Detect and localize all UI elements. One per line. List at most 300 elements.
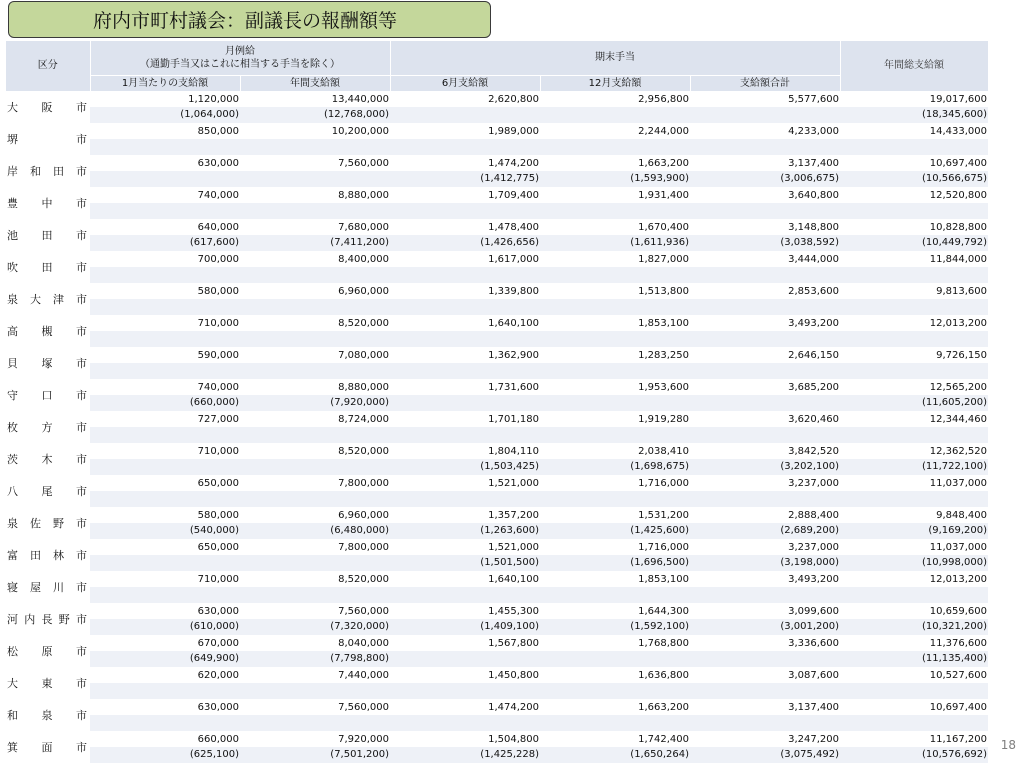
cell-value: 1,455,300 xyxy=(390,603,540,619)
city-name: 高槻市 xyxy=(6,315,90,347)
cell-value-parenthetical: (1,064,000) xyxy=(90,107,240,123)
cell-value-parenthetical: (11,722,100) xyxy=(840,459,988,475)
cell-value: 740,000 xyxy=(90,187,240,203)
cell-value-parenthetical xyxy=(540,203,690,219)
cell-value-parenthetical xyxy=(390,267,540,283)
cell-value: 1,531,200 xyxy=(540,507,690,523)
cell-value-parenthetical xyxy=(540,299,690,315)
cell-value: 10,828,800 xyxy=(840,219,988,235)
cell-value-parenthetical xyxy=(540,395,690,411)
cell-value-parenthetical xyxy=(840,427,988,443)
cell-value: 1,701,180 xyxy=(390,411,540,427)
city-name: 和泉市 xyxy=(6,699,90,731)
cell-value-parenthetical xyxy=(840,331,988,347)
cell-value-parenthetical xyxy=(840,491,988,507)
cell-value: 1,931,400 xyxy=(540,187,690,203)
cell-value: 1,283,250 xyxy=(540,347,690,363)
table-row xyxy=(6,187,988,203)
cell-value: 710,000 xyxy=(90,443,240,459)
cell-value-parenthetical xyxy=(390,427,540,443)
cell-value-parenthetical xyxy=(690,491,840,507)
table-row-sub xyxy=(6,555,988,571)
cell-value-parenthetical: (1,425,600) xyxy=(540,523,690,539)
cell-value-parenthetical xyxy=(240,715,390,731)
cell-value-parenthetical xyxy=(390,203,540,219)
table-row xyxy=(6,123,988,139)
table-row-sub xyxy=(6,747,988,763)
slide-title: 府内市町村議会：副議長の報酬額等 xyxy=(8,1,491,38)
cell-value: 3,620,460 xyxy=(690,411,840,427)
cell-value: 12,362,520 xyxy=(840,443,988,459)
cell-value-parenthetical xyxy=(390,299,540,315)
header-monthly-group-line1: 月例給 xyxy=(225,45,255,57)
cell-value-parenthetical: (1,650,264) xyxy=(540,747,690,763)
cell-value-parenthetical xyxy=(540,587,690,603)
page-number: 18 xyxy=(1000,738,1016,752)
cell-value-parenthetical: (7,320,000) xyxy=(240,619,390,635)
header-annual-pay: 年間支給額 xyxy=(240,75,390,91)
cell-value-parenthetical xyxy=(690,299,840,315)
header-bonus-group: 期末手当 xyxy=(390,41,840,75)
cell-value: 1,478,400 xyxy=(390,219,540,235)
city-name: 吹田市 xyxy=(6,251,90,283)
cell-value: 1,919,280 xyxy=(540,411,690,427)
cell-value-parenthetical xyxy=(690,139,840,155)
cell-value-parenthetical xyxy=(540,715,690,731)
cell-value: 3,148,800 xyxy=(690,219,840,235)
table-row xyxy=(6,635,988,651)
cell-value: 3,099,600 xyxy=(690,603,840,619)
city-name: 河内長野市 xyxy=(6,603,90,635)
cell-value: 7,920,000 xyxy=(240,731,390,747)
cell-value: 1,853,100 xyxy=(540,315,690,331)
cell-value: 6,960,000 xyxy=(240,283,390,299)
cell-value: 700,000 xyxy=(90,251,240,267)
table-body xyxy=(6,91,988,763)
cell-value-parenthetical xyxy=(390,107,540,123)
cell-value: 3,237,000 xyxy=(690,539,840,555)
cell-value: 1,670,400 xyxy=(540,219,690,235)
cell-value-parenthetical xyxy=(90,171,240,187)
cell-value-parenthetical xyxy=(690,331,840,347)
cell-value: 3,336,600 xyxy=(690,635,840,651)
cell-value: 630,000 xyxy=(90,603,240,619)
cell-value-parenthetical xyxy=(240,683,390,699)
cell-value-parenthetical xyxy=(90,427,240,443)
cell-value-parenthetical xyxy=(390,683,540,699)
cell-value: 1,989,000 xyxy=(390,123,540,139)
cell-value-parenthetical xyxy=(690,715,840,731)
cell-value: 8,724,000 xyxy=(240,411,390,427)
cell-value-parenthetical: (540,000) xyxy=(90,523,240,539)
city-name: 泉佐野市 xyxy=(6,507,90,539)
cell-value-parenthetical: (649,900) xyxy=(90,651,240,667)
cell-value-parenthetical xyxy=(840,299,988,315)
cell-value: 6,960,000 xyxy=(240,507,390,523)
cell-value-parenthetical: (6,480,000) xyxy=(240,523,390,539)
cell-value: 1,504,800 xyxy=(390,731,540,747)
cell-value-parenthetical xyxy=(90,139,240,155)
cell-value-parenthetical: (617,600) xyxy=(90,235,240,251)
cell-value: 1,474,200 xyxy=(390,155,540,171)
cell-value: 1,617,000 xyxy=(390,251,540,267)
cell-value: 1,636,800 xyxy=(540,667,690,683)
city-name: 枚方市 xyxy=(6,411,90,443)
cell-value-parenthetical xyxy=(540,651,690,667)
cell-value-parenthetical xyxy=(90,363,240,379)
table-row xyxy=(6,443,988,459)
cell-value: 10,697,400 xyxy=(840,699,988,715)
cell-value: 1,339,800 xyxy=(390,283,540,299)
table-row xyxy=(6,603,988,619)
cell-value: 8,520,000 xyxy=(240,315,390,331)
cell-value-parenthetical xyxy=(690,427,840,443)
cell-value: 2,244,000 xyxy=(540,123,690,139)
cell-value: 727,000 xyxy=(90,411,240,427)
table-row-sub xyxy=(6,395,988,411)
cell-value: 9,813,600 xyxy=(840,283,988,299)
cell-value: 8,400,000 xyxy=(240,251,390,267)
table-row xyxy=(6,539,988,555)
cell-value-parenthetical xyxy=(240,587,390,603)
cell-value: 3,237,000 xyxy=(690,475,840,491)
table-row xyxy=(6,251,988,267)
cell-value: 1,640,100 xyxy=(390,571,540,587)
cell-value: 7,680,000 xyxy=(240,219,390,235)
cell-value-parenthetical: (11,605,200) xyxy=(840,395,988,411)
cell-value-parenthetical xyxy=(690,107,840,123)
table-row xyxy=(6,475,988,491)
cell-value-parenthetical: (10,449,792) xyxy=(840,235,988,251)
cell-value: 590,000 xyxy=(90,347,240,363)
cell-value: 850,000 xyxy=(90,123,240,139)
table-row-sub xyxy=(6,715,988,731)
cell-value-parenthetical xyxy=(90,491,240,507)
cell-value: 3,444,000 xyxy=(690,251,840,267)
cell-value-parenthetical xyxy=(390,651,540,667)
cell-value-parenthetical xyxy=(90,459,240,475)
cell-value: 2,038,410 xyxy=(540,443,690,459)
cell-value: 12,520,800 xyxy=(840,187,988,203)
cell-value-parenthetical: (3,202,100) xyxy=(690,459,840,475)
table-row xyxy=(6,731,988,747)
cell-value-parenthetical: (10,576,692) xyxy=(840,747,988,763)
cell-value-parenthetical: (7,501,200) xyxy=(240,747,390,763)
cell-value: 11,376,600 xyxy=(840,635,988,651)
header-monthly-per: 1月当たりの支給額 xyxy=(90,75,240,91)
cell-value: 11,844,000 xyxy=(840,251,988,267)
city-name: 池田市 xyxy=(6,219,90,251)
cell-value-parenthetical: (1,503,425) xyxy=(390,459,540,475)
cell-value-parenthetical: (3,075,492) xyxy=(690,747,840,763)
cell-value: 3,137,400 xyxy=(690,155,840,171)
cell-value-parenthetical xyxy=(240,171,390,187)
cell-value-parenthetical: (9,169,200) xyxy=(840,523,988,539)
cell-value: 1,953,600 xyxy=(540,379,690,395)
cell-value: 660,000 xyxy=(90,731,240,747)
cell-value-parenthetical xyxy=(240,427,390,443)
city-name: 松原市 xyxy=(6,635,90,667)
cell-value: 2,646,150 xyxy=(690,347,840,363)
table-row-sub xyxy=(6,459,988,475)
city-name: 八尾市 xyxy=(6,475,90,507)
cell-value-parenthetical xyxy=(690,587,840,603)
cell-value: 3,247,200 xyxy=(690,731,840,747)
cell-value-parenthetical xyxy=(90,683,240,699)
cell-value-parenthetical xyxy=(840,139,988,155)
cell-value: 10,697,400 xyxy=(840,155,988,171)
cell-value-parenthetical xyxy=(690,267,840,283)
cell-value-parenthetical xyxy=(690,203,840,219)
cell-value: 650,000 xyxy=(90,475,240,491)
cell-value: 1,521,000 xyxy=(390,539,540,555)
cell-value-parenthetical xyxy=(840,363,988,379)
cell-value-parenthetical: (1,611,936) xyxy=(540,235,690,251)
cell-value-parenthetical: (10,566,675) xyxy=(840,171,988,187)
cell-value: 2,956,800 xyxy=(540,91,690,107)
table-row-sub xyxy=(6,299,988,315)
city-name: 富田林市 xyxy=(6,539,90,571)
cell-value-parenthetical: (1,592,100) xyxy=(540,619,690,635)
header-annual-total: 年間総支給額 xyxy=(840,41,988,91)
cell-value-parenthetical xyxy=(540,491,690,507)
table-row xyxy=(6,315,988,331)
cell-value: 1,362,900 xyxy=(390,347,540,363)
cell-value: 3,842,520 xyxy=(690,443,840,459)
cell-value-parenthetical xyxy=(240,267,390,283)
cell-value-parenthetical: (625,100) xyxy=(90,747,240,763)
cell-value-parenthetical xyxy=(390,715,540,731)
cell-value: 1,450,800 xyxy=(390,667,540,683)
cell-value: 580,000 xyxy=(90,283,240,299)
table-row-sub xyxy=(6,523,988,539)
cell-value: 10,659,600 xyxy=(840,603,988,619)
header-bonus-total: 支給額合計 xyxy=(690,75,840,91)
cell-value-parenthetical xyxy=(240,331,390,347)
cell-value-parenthetical: (7,798,800) xyxy=(240,651,390,667)
cell-value: 1,804,110 xyxy=(390,443,540,459)
cell-value: 2,888,400 xyxy=(690,507,840,523)
cell-value: 1,357,200 xyxy=(390,507,540,523)
cell-value-parenthetical: (3,001,200) xyxy=(690,619,840,635)
cell-value-parenthetical xyxy=(540,427,690,443)
cell-value: 710,000 xyxy=(90,571,240,587)
table-row-sub xyxy=(6,139,988,155)
table-row-sub xyxy=(6,331,988,347)
cell-value: 630,000 xyxy=(90,699,240,715)
cell-value: 1,742,400 xyxy=(540,731,690,747)
cell-value-parenthetical xyxy=(240,203,390,219)
table-row-sub xyxy=(6,363,988,379)
cell-value: 3,685,200 xyxy=(690,379,840,395)
header-june: 6月支給額 xyxy=(390,75,540,91)
cell-value-parenthetical xyxy=(840,715,988,731)
table-row-sub xyxy=(6,203,988,219)
cell-value-parenthetical: (1,698,675) xyxy=(540,459,690,475)
cell-value: 1,768,800 xyxy=(540,635,690,651)
cell-value: 640,000 xyxy=(90,219,240,235)
cell-value: 3,137,400 xyxy=(690,699,840,715)
table-row-sub xyxy=(6,171,988,187)
cell-value-parenthetical xyxy=(390,395,540,411)
cell-value: 1,521,000 xyxy=(390,475,540,491)
cell-value-parenthetical xyxy=(840,203,988,219)
cell-value: 11,037,000 xyxy=(840,475,988,491)
table-row xyxy=(6,155,988,171)
cell-value: 580,000 xyxy=(90,507,240,523)
city-name: 泉大津市 xyxy=(6,283,90,315)
city-name: 寝屋川市 xyxy=(6,571,90,603)
cell-value-parenthetical xyxy=(540,683,690,699)
cell-value: 12,013,200 xyxy=(840,571,988,587)
cell-value-parenthetical xyxy=(390,587,540,603)
cell-value: 1,640,100 xyxy=(390,315,540,331)
table-row xyxy=(6,699,988,715)
cell-value-parenthetical: (1,409,100) xyxy=(390,619,540,635)
cell-value-parenthetical xyxy=(240,299,390,315)
cell-value: 1,731,600 xyxy=(390,379,540,395)
table-row-sub xyxy=(6,491,988,507)
cell-value: 1,827,000 xyxy=(540,251,690,267)
header-monthly-group-line2: （通勤手当又はこれに相当する手当を除く） xyxy=(140,58,340,70)
cell-value: 11,167,200 xyxy=(840,731,988,747)
cell-value: 3,087,600 xyxy=(690,667,840,683)
table-row-sub xyxy=(6,235,988,251)
cell-value: 3,640,800 xyxy=(690,187,840,203)
cell-value: 1,120,000 xyxy=(90,91,240,107)
cell-value: 1,716,000 xyxy=(540,539,690,555)
cell-value: 10,527,600 xyxy=(840,667,988,683)
table-row-sub xyxy=(6,683,988,699)
cell-value: 4,233,000 xyxy=(690,123,840,139)
cell-value: 7,440,000 xyxy=(240,667,390,683)
cell-value-parenthetical xyxy=(90,331,240,347)
cell-value-parenthetical xyxy=(390,363,540,379)
cell-value: 7,560,000 xyxy=(240,699,390,715)
city-name: 茨木市 xyxy=(6,443,90,475)
cell-value: 12,013,200 xyxy=(840,315,988,331)
cell-value-parenthetical xyxy=(240,491,390,507)
cell-value: 1,716,000 xyxy=(540,475,690,491)
cell-value: 7,800,000 xyxy=(240,539,390,555)
cell-value-parenthetical: (10,998,000) xyxy=(840,555,988,571)
cell-value: 8,520,000 xyxy=(240,571,390,587)
table-row xyxy=(6,507,988,523)
city-name: 箕面市 xyxy=(6,731,90,763)
vice-chair-compensation-table xyxy=(6,41,989,764)
cell-value: 1,663,200 xyxy=(540,699,690,715)
table-row-sub xyxy=(6,427,988,443)
cell-value-parenthetical xyxy=(90,299,240,315)
cell-value: 12,565,200 xyxy=(840,379,988,395)
cell-value-parenthetical xyxy=(540,363,690,379)
cell-value-parenthetical xyxy=(840,587,988,603)
table-row xyxy=(6,283,988,299)
cell-value-parenthetical xyxy=(690,651,840,667)
cell-value-parenthetical xyxy=(90,555,240,571)
cell-value: 1,663,200 xyxy=(540,155,690,171)
cell-value-parenthetical: (18,345,600) xyxy=(840,107,988,123)
cell-value: 1,853,100 xyxy=(540,571,690,587)
cell-value-parenthetical xyxy=(240,139,390,155)
cell-value-parenthetical xyxy=(540,139,690,155)
cell-value-parenthetical: (3,198,000) xyxy=(690,555,840,571)
cell-value-parenthetical: (12,768,000) xyxy=(240,107,390,123)
table-row xyxy=(6,667,988,683)
cell-value: 9,848,400 xyxy=(840,507,988,523)
table-row-sub xyxy=(6,619,988,635)
city-name: 豊中市 xyxy=(6,187,90,219)
cell-value-parenthetical: (7,411,200) xyxy=(240,235,390,251)
cell-value: 14,433,000 xyxy=(840,123,988,139)
cell-value-parenthetical: (11,135,400) xyxy=(840,651,988,667)
table-row-sub xyxy=(6,651,988,667)
cell-value: 1,474,200 xyxy=(390,699,540,715)
cell-value-parenthetical xyxy=(90,715,240,731)
cell-value: 8,520,000 xyxy=(240,443,390,459)
table-row-sub xyxy=(6,267,988,283)
cell-value: 710,000 xyxy=(90,315,240,331)
cell-value-parenthetical: (3,006,675) xyxy=(690,171,840,187)
cell-value: 8,880,000 xyxy=(240,379,390,395)
cell-value: 13,440,000 xyxy=(240,91,390,107)
cell-value: 740,000 xyxy=(90,379,240,395)
cell-value-parenthetical: (7,920,000) xyxy=(240,395,390,411)
cell-value: 19,017,600 xyxy=(840,91,988,107)
cell-value-parenthetical: (1,426,656) xyxy=(390,235,540,251)
cell-value-parenthetical: (1,412,775) xyxy=(390,171,540,187)
cell-value-parenthetical xyxy=(540,107,690,123)
header-december: 12月支給額 xyxy=(540,75,690,91)
cell-value-parenthetical xyxy=(90,203,240,219)
cell-value-parenthetical xyxy=(840,267,988,283)
cell-value-parenthetical: (660,000) xyxy=(90,395,240,411)
table-row xyxy=(6,379,988,395)
cell-value-parenthetical xyxy=(390,139,540,155)
cell-value: 7,560,000 xyxy=(240,603,390,619)
cell-value-parenthetical xyxy=(690,363,840,379)
cell-value: 2,853,600 xyxy=(690,283,840,299)
cell-value-parenthetical xyxy=(90,267,240,283)
cell-value: 8,040,000 xyxy=(240,635,390,651)
cell-value-parenthetical xyxy=(390,491,540,507)
cell-value: 7,560,000 xyxy=(240,155,390,171)
cell-value: 670,000 xyxy=(90,635,240,651)
cell-value: 12,344,460 xyxy=(840,411,988,427)
header-kubun: 区分 xyxy=(6,41,90,91)
table-row xyxy=(6,347,988,363)
cell-value: 7,080,000 xyxy=(240,347,390,363)
cell-value: 9,726,150 xyxy=(840,347,988,363)
cell-value-parenthetical: (1,696,500) xyxy=(540,555,690,571)
cell-value-parenthetical xyxy=(840,683,988,699)
cell-value-parenthetical xyxy=(540,267,690,283)
table-row-sub xyxy=(6,107,988,123)
cell-value-parenthetical: (610,000) xyxy=(90,619,240,635)
cell-value-parenthetical xyxy=(240,459,390,475)
cell-value: 1,567,800 xyxy=(390,635,540,651)
cell-value-parenthetical: (1,593,900) xyxy=(540,171,690,187)
city-name: 岸和田市 xyxy=(6,155,90,187)
cell-value: 1,513,800 xyxy=(540,283,690,299)
cell-value-parenthetical xyxy=(690,395,840,411)
cell-value: 650,000 xyxy=(90,539,240,555)
table-row xyxy=(6,411,988,427)
cell-value-parenthetical xyxy=(240,363,390,379)
table-row xyxy=(6,91,988,107)
table-row-sub xyxy=(6,587,988,603)
cell-value: 11,037,000 xyxy=(840,539,988,555)
